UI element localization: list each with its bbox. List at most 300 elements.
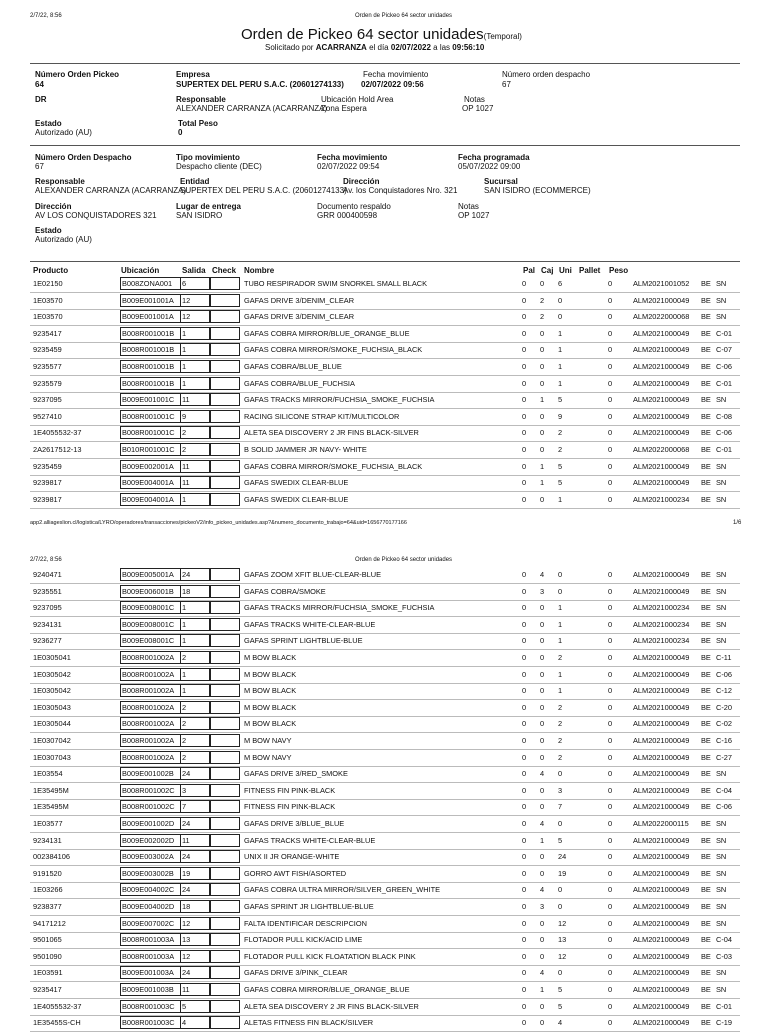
cell-uni: 1 <box>558 619 563 629</box>
cell-uni: 1 <box>558 378 563 388</box>
cell-producto: 9191520 <box>33 868 62 878</box>
cell-producto: 1E03577 <box>33 819 63 828</box>
cell-uni: 1 <box>558 636 563 646</box>
cell-producto: 9234131 <box>33 619 62 629</box>
responsable-label: Responsable <box>176 95 226 104</box>
check-box[interactable] <box>210 393 240 406</box>
despacho-fecha-label: Fecha movimiento <box>317 153 388 162</box>
cell-pal: 0 <box>522 586 527 596</box>
check-box[interactable] <box>210 717 240 730</box>
check-box[interactable] <box>210 651 240 664</box>
cell-nombre: GAFAS DRIVE 3/PINK_CLEAR <box>244 968 348 978</box>
cell-producto: 002384106 <box>33 852 70 862</box>
cell-sector: SN <box>716 570 727 579</box>
table-row <box>30 308 740 326</box>
cell-pallet: 0 <box>608 719 613 729</box>
check-box[interactable] <box>210 800 240 813</box>
cell-pal: 0 <box>522 378 527 388</box>
cell-almacen: ALM2021000049 <box>633 935 690 945</box>
cell-ubicacion: B009E002001A <box>122 461 174 471</box>
cell-ubicacion: B009E008001C <box>122 619 175 629</box>
cell-almacen: ALM2021000049 <box>633 885 690 895</box>
check-box[interactable] <box>210 883 240 896</box>
cell-pallet: 0 <box>608 378 613 388</box>
cell-pallet: 0 <box>608 362 613 371</box>
cell-pallet: 0 <box>608 478 613 488</box>
cell-caj: 3 <box>540 902 545 911</box>
cell-pal: 0 <box>522 461 527 471</box>
cell-ubicacion: B008R001002A <box>122 719 175 729</box>
cell-salida: 1 <box>182 494 187 504</box>
cell-producto: 9235417 <box>33 985 62 994</box>
cell-sector: C-06 <box>716 802 733 812</box>
cell-producto: 9237095 <box>33 603 62 613</box>
cell-nombre: GORRO AWT FISH/ASORTED <box>244 868 347 878</box>
table-row <box>30 765 740 783</box>
cell-tipo: BE <box>701 603 711 613</box>
cell-producto: 9238377 <box>33 902 62 911</box>
cell-tipo: BE <box>701 902 711 911</box>
check-box[interactable] <box>210 701 240 714</box>
check-box[interactable] <box>210 834 240 847</box>
despacho-direccion2-label: Dirección <box>35 202 72 211</box>
check-box[interactable] <box>210 618 240 631</box>
cell-nombre: GAFAS TRACKS MIRROR/FUCHSIA_SMOKE_FUCHSIA <box>244 395 435 405</box>
cell-tipo: BE <box>701 395 711 405</box>
cell-salida: 11 <box>182 395 190 405</box>
cell-nombre: GAFAS COBRA MIRROR/BLUE_ORANGE_BLUE <box>244 328 410 338</box>
despacho-sucursal-label: Sucursal <box>484 177 518 186</box>
table-row <box>30 358 740 376</box>
num-orden-pickeo-label: Número Orden Pickeo <box>35 70 120 79</box>
cell-almacen: ALM2021000049 <box>633 686 690 696</box>
cell-almacen: ALM2021000049 <box>633 653 690 662</box>
cell-salida: 2 <box>182 428 187 438</box>
cell-almacen: ALM2021000234 <box>633 619 690 629</box>
cell-salida: 11 <box>182 985 190 994</box>
cell-pallet: 0 <box>608 935 613 945</box>
cell-sector: C-06 <box>716 362 733 371</box>
check-box[interactable] <box>210 294 240 307</box>
cell-pal: 0 <box>522 951 527 961</box>
despacho-lugar: SAN ISIDRO <box>176 211 223 220</box>
cell-sector: SN <box>716 295 727 305</box>
check-box[interactable] <box>210 476 240 489</box>
cell-ubicacion: B009E004002C <box>122 885 175 895</box>
cell-caj: 1 <box>540 395 545 405</box>
cell-salida: 4 <box>182 1018 187 1028</box>
cell-pal: 0 <box>522 279 527 288</box>
print-datetime-2: 2/7/22, 8:56 <box>30 557 62 563</box>
cell-salida: 24 <box>182 885 191 895</box>
table-row <box>30 964 740 982</box>
cell-pal: 0 <box>522 719 527 729</box>
cell-sector: C-02 <box>716 719 733 729</box>
cell-caj: 0 <box>540 653 545 662</box>
num-despacho-label: Número orden despacho <box>502 70 591 79</box>
cell-sector: C-04 <box>716 785 733 795</box>
cell-uni: 1 <box>558 362 563 371</box>
cell-sector: SN <box>716 461 727 471</box>
col-producto: Producto <box>33 266 69 275</box>
table-row <box>30 566 740 584</box>
cell-pallet: 0 <box>608 636 613 646</box>
check-box[interactable] <box>210 460 240 473</box>
check-box[interactable] <box>210 343 240 356</box>
cell-ubicacion: B009E001003B <box>122 985 174 994</box>
cell-ubicacion: B008R001002A <box>122 752 175 762</box>
table-row <box>30 699 740 717</box>
print-datetime: 2/7/22, 8:56 <box>30 13 62 19</box>
check-box[interactable] <box>210 310 240 323</box>
cell-tipo: BE <box>701 1001 711 1011</box>
cell-almacen: ALM2021000049 <box>633 345 690 355</box>
cell-pal: 0 <box>522 985 527 994</box>
cell-salida: 2 <box>182 653 187 662</box>
cell-pallet: 0 <box>608 769 613 779</box>
cell-caj: 0 <box>540 951 545 961</box>
check-box[interactable] <box>210 950 240 963</box>
divider <box>30 261 740 262</box>
despacho-num: 67 <box>35 162 44 171</box>
check-box[interactable] <box>210 850 240 863</box>
cell-ubicacion: B009E004001A <box>122 494 174 504</box>
col-pallet: Pallet <box>579 266 601 275</box>
cell-pal: 0 <box>522 328 527 338</box>
cell-salida: 1 <box>182 362 187 371</box>
cell-almacen: ALM2022000115 <box>633 819 689 828</box>
cell-almacen: ALM2021000049 <box>633 461 690 471</box>
cell-sector: C-01 <box>716 378 733 388</box>
cell-ubicacion: B009E001001A <box>122 312 174 322</box>
cell-salida: 24 <box>182 852 191 862</box>
table-row <box>30 275 740 293</box>
despacho-direccion-label: Dirección <box>343 177 380 186</box>
cell-nombre: M BOW BLACK <box>244 719 297 729</box>
cell-pal: 0 <box>522 802 527 812</box>
cell-pallet: 0 <box>608 868 613 878</box>
table-row <box>30 948 740 966</box>
cell-nombre: M BOW BLACK <box>244 653 297 662</box>
cell-caj: 0 <box>540 411 545 421</box>
cell-nombre: GAFAS DRIVE 3/DENIM_CLEAR <box>244 295 355 305</box>
cell-salida: 11 <box>182 478 190 488</box>
cell-almacen: ALM2021000049 <box>633 968 690 978</box>
cell-ubicacion: B009E004001A <box>122 478 174 488</box>
cell-ubicacion: B008R001002A <box>122 653 175 662</box>
check-box[interactable] <box>210 867 240 880</box>
cell-salida: 7 <box>182 802 187 812</box>
cell-uni: 1 <box>558 345 563 355</box>
table-row <box>30 375 740 393</box>
check-box[interactable] <box>210 933 240 946</box>
cell-sector: SN <box>716 312 727 322</box>
cell-pal: 0 <box>522 362 527 371</box>
cell-uni: 1 <box>558 328 563 338</box>
cell-sector: C-19 <box>716 1018 733 1028</box>
cell-almacen: ALM2021000049 <box>633 411 690 421</box>
cell-almacen: ALM2021000049 <box>633 586 690 596</box>
cell-nombre: GAFAS COBRA MIRROR/SMOKE_FUCHSIA_BLACK <box>244 345 423 355</box>
cell-almacen: ALM2021000049 <box>633 719 690 729</box>
cell-sector: SN <box>716 478 727 488</box>
cell-almacen: ALM2021000049 <box>633 669 690 679</box>
cell-pal: 0 <box>522 852 527 862</box>
divider <box>30 145 740 146</box>
cell-pallet: 0 <box>608 445 613 454</box>
check-box[interactable] <box>210 784 240 797</box>
cell-caj: 0 <box>540 802 545 812</box>
cell-salida: 12 <box>182 918 191 928</box>
cell-pal: 0 <box>522 345 527 355</box>
check-box[interactable] <box>210 966 240 979</box>
cell-producto: 9501065 <box>33 935 62 945</box>
table-row <box>30 898 740 916</box>
check-box[interactable] <box>210 1016 240 1029</box>
check-box[interactable] <box>210 751 240 764</box>
cell-sector: SN <box>716 279 727 288</box>
cell-sector: SN <box>716 868 727 878</box>
table-row <box>30 583 740 601</box>
check-box[interactable] <box>210 1000 240 1013</box>
cell-salida: 6 <box>182 279 187 288</box>
cell-salida: 12 <box>182 951 191 961</box>
cell-pallet: 0 <box>608 686 613 696</box>
cell-producto: 1E4055532-37 <box>33 428 82 438</box>
cell-almacen: ALM2021000049 <box>633 985 690 994</box>
cell-uni: 2 <box>558 719 563 729</box>
cell-sector: SN <box>716 586 727 596</box>
cell-uni: 12 <box>558 951 567 961</box>
cell-producto: 1E03554 <box>33 769 63 779</box>
cell-pallet: 0 <box>608 835 613 845</box>
check-box[interactable] <box>210 360 240 373</box>
cell-tipo: BE <box>701 653 711 662</box>
cell-sector: SN <box>716 985 727 994</box>
cell-pallet: 0 <box>608 669 613 679</box>
cell-uni: 1 <box>558 494 563 504</box>
cell-uni: 0 <box>558 902 563 911</box>
cell-pal: 0 <box>522 885 527 895</box>
page-break <box>0 537 768 549</box>
col-pal: Pal <box>523 266 536 275</box>
cell-sector: SN <box>716 835 727 845</box>
cell-sector: C-27 <box>716 752 733 762</box>
cell-nombre: GAFAS COBRA/SMOKE <box>244 586 326 596</box>
check-box[interactable] <box>210 734 240 747</box>
cell-salida: 1 <box>182 378 187 388</box>
table-row <box>30 981 740 999</box>
cell-nombre: GAFAS TRACKS WHITE-CLEAR-BLUE <box>244 619 376 629</box>
cell-producto: 1E03570 <box>33 295 63 305</box>
cell-uni: 3 <box>558 785 563 795</box>
cell-salida: 9 <box>182 411 187 421</box>
cell-almacen: ALM2021001052 <box>633 279 690 288</box>
check-box[interactable] <box>210 410 240 423</box>
table-row <box>30 881 740 899</box>
cell-almacen: ALM2021000234 <box>633 494 690 504</box>
cell-caj: 4 <box>540 570 545 579</box>
cell-pal: 0 <box>522 686 527 696</box>
despacho-fecha-prog-label: Fecha programada <box>458 153 530 162</box>
cell-uni: 2 <box>558 445 563 454</box>
footer-page: 1/6 <box>733 520 742 526</box>
table-row <box>30 649 740 667</box>
check-box[interactable] <box>210 983 240 996</box>
cell-ubicacion: B009E004002D <box>122 902 175 911</box>
cell-pallet: 0 <box>608 570 613 579</box>
check-box[interactable] <box>210 277 240 290</box>
table-row <box>30 441 740 459</box>
cell-pallet: 0 <box>608 785 613 795</box>
cell-sector: SN <box>716 968 727 978</box>
cell-producto: 9239817 <box>33 478 62 488</box>
cell-salida: 5 <box>182 1001 187 1011</box>
cell-tipo: BE <box>701 785 711 795</box>
cell-almacen: ALM2021000049 <box>633 902 690 911</box>
cell-sector: C-06 <box>716 669 733 679</box>
cell-ubicacion: B008R001002A <box>122 686 175 696</box>
cell-uni: 0 <box>558 570 563 579</box>
despacho-fecha: 02/07/2022 09:54 <box>317 162 380 171</box>
cell-tipo: BE <box>701 636 711 646</box>
cell-pal: 0 <box>522 835 527 845</box>
cell-nombre: GAFAS ZOOM XFIT BLUE-CLEAR-BLUE <box>244 570 382 579</box>
cell-pal: 0 <box>522 702 527 712</box>
cell-uni: 5 <box>558 1001 563 1011</box>
cell-ubicacion: B009E001003A <box>122 968 174 978</box>
check-box[interactable] <box>210 568 240 581</box>
cell-producto: 1E0307042 <box>33 736 71 745</box>
table-row <box>30 424 740 442</box>
cell-almacen: ALM2021000234 <box>633 603 690 613</box>
check-box[interactable] <box>210 817 240 830</box>
empresa-label: Empresa <box>176 70 210 79</box>
cell-producto: 9235551 <box>33 586 62 596</box>
table-row <box>30 998 740 1016</box>
cell-caj: 2 <box>540 295 545 305</box>
check-box[interactable] <box>210 684 240 697</box>
cell-uni: 1 <box>558 669 563 679</box>
cell-sector: C-01 <box>716 1001 733 1011</box>
cell-nombre: GAFAS SPRINT LIGHTBLUE-BLUE <box>244 636 363 646</box>
cell-uni: 6 <box>558 279 563 288</box>
cell-ubicacion: B009E008001C <box>122 603 175 613</box>
cell-caj: 0 <box>540 428 545 438</box>
despacho-notas-label: Notas <box>458 202 479 211</box>
cell-nombre: ALETA SEA DISCOVERY 2 JR FINS BLACK-SILVER <box>244 428 419 438</box>
check-box[interactable] <box>210 601 240 614</box>
cell-producto: 1E0305042 <box>33 669 71 679</box>
check-box[interactable] <box>210 917 240 930</box>
cell-almacen: ALM2021000049 <box>633 1018 690 1028</box>
cell-caj: 3 <box>540 586 545 596</box>
check-box[interactable] <box>210 377 240 390</box>
cell-pallet: 0 <box>608 852 613 862</box>
cell-ubicacion: B009E008001C <box>122 636 175 646</box>
cell-nombre: UNIX II JR ORANGE-WHITE <box>244 852 340 862</box>
cell-sector: SN <box>716 603 727 613</box>
check-box[interactable] <box>210 426 240 439</box>
cell-tipo: BE <box>701 736 711 745</box>
cell-sector: C-03 <box>716 951 733 961</box>
cell-producto: 1E35455S-CH <box>33 1018 81 1028</box>
cell-uni: 0 <box>558 312 563 322</box>
check-box[interactable] <box>210 585 240 598</box>
check-box[interactable] <box>210 493 240 506</box>
check-box[interactable] <box>210 443 240 456</box>
cell-tipo: BE <box>701 461 711 471</box>
cell-caj: 0 <box>540 669 545 679</box>
cell-salida: 11 <box>182 461 190 471</box>
cell-nombre: GAFAS DRIVE 3/DENIM_CLEAR <box>244 312 355 322</box>
cell-sector: C-01 <box>716 445 733 454</box>
check-box[interactable] <box>210 634 240 647</box>
despacho-tipo: Despacho cliente (DEC) <box>176 162 262 171</box>
cell-tipo: BE <box>701 362 711 371</box>
cell-sector: SN <box>716 902 727 911</box>
cell-pallet: 0 <box>608 985 613 994</box>
despacho-entidad: SUPERTEX DEL PERU S.A.C. (20601274133) <box>180 186 347 195</box>
cell-nombre: FITNESS FIN PINK-BLACK <box>244 785 336 795</box>
cell-almacen: ALM2021000049 <box>633 378 690 388</box>
cell-producto: 1E03591 <box>33 968 63 978</box>
cell-salida: 18 <box>182 902 191 911</box>
despacho-responsable: ALEXANDER CARRANZA (ACARRANZA) <box>35 186 187 195</box>
cell-pallet: 0 <box>608 295 613 305</box>
cell-caj: 0 <box>540 445 545 454</box>
num-despacho: 67 <box>502 80 511 89</box>
cell-almacen: ALM2021000049 <box>633 395 690 405</box>
check-box[interactable] <box>210 668 240 681</box>
cell-caj: 0 <box>540 686 545 696</box>
cell-ubicacion: B008R001002C <box>122 802 175 812</box>
despacho-doc-label: Documento respaldo <box>317 202 391 211</box>
ubicacion-hold-label: Ubicación Hold Area <box>321 95 394 104</box>
cell-salida: 1 <box>182 328 187 338</box>
cell-uni: 5 <box>558 461 563 471</box>
cell-caj: 0 <box>540 719 545 729</box>
cell-caj: 0 <box>540 1018 545 1028</box>
cell-uni: 4 <box>558 1018 563 1028</box>
responsable: ALEXANDER CARRANZA (ACARRANZA) <box>176 104 328 113</box>
cell-pallet: 0 <box>608 885 613 895</box>
cell-almacen: ALM2021000049 <box>633 951 690 961</box>
cell-sector: C-04 <box>716 935 733 945</box>
cell-nombre: ALETA SEA DISCOVERY 2 JR FINS BLACK-SILVER <box>244 1001 419 1011</box>
cell-tipo: BE <box>701 935 711 945</box>
cell-producto: 9237095 <box>33 395 62 405</box>
cell-almacen: ALM2021000049 <box>633 752 690 762</box>
check-box[interactable] <box>210 900 240 913</box>
total-peso-label: Total Peso <box>178 119 218 128</box>
cell-caj: 4 <box>540 885 545 895</box>
cell-nombre: B SOLID JAMMER JR NAVY- WHITE <box>244 445 367 454</box>
cell-producto: 94171212 <box>33 918 66 928</box>
cell-pal: 0 <box>522 785 527 795</box>
cell-nombre: GAFAS SWEDIX CLEAR-BLUE <box>244 494 349 504</box>
table-row <box>30 632 740 650</box>
cell-nombre: FLOTADOR PULL KICK/ACID LIME <box>244 935 363 945</box>
fecha-mov: 02/07/2022 09:56 <box>361 80 424 89</box>
check-box[interactable] <box>210 767 240 780</box>
table-row <box>30 666 740 684</box>
cell-pal: 0 <box>522 752 527 762</box>
cell-uni: 0 <box>558 769 563 779</box>
cell-caj: 0 <box>540 378 545 388</box>
check-box[interactable] <box>210 327 240 340</box>
cell-tipo: BE <box>701 835 711 845</box>
